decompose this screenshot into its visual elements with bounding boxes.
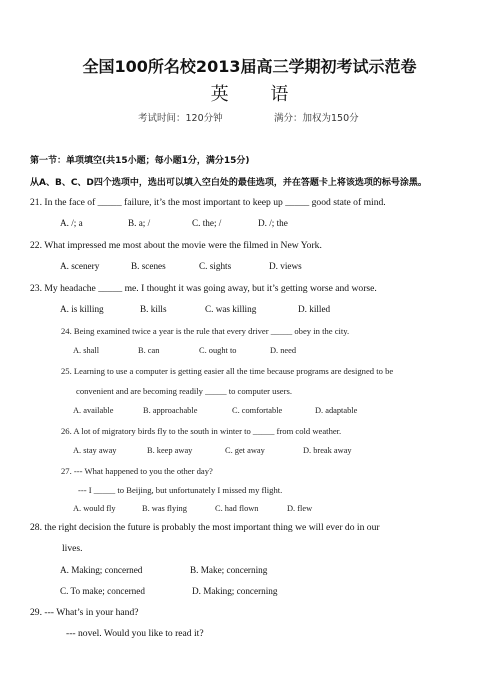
question-stem-continued: --- I _____ to Beijing, but unfortunately I missed my flight. [78, 485, 283, 495]
option-a: A. stay away [73, 446, 117, 455]
option-a: A. scenery [60, 261, 100, 271]
question-stem-continued: convenient and are becoming readily _____ to computer users. [76, 386, 292, 396]
option-a: A. would fly [73, 504, 116, 513]
option-a: A. shall [73, 346, 100, 355]
option-a: A. is killing [60, 304, 104, 314]
exam-score: 满分：加权为150分 [274, 113, 359, 124]
question-stem: 23. My headache _____ me. I thought it was going away, but it’s getting worse and worse. [30, 283, 377, 294]
option-c: C. comfortable [232, 406, 283, 415]
option-b: B. keep away [147, 446, 193, 455]
question-stem-continued: lives. [62, 543, 83, 554]
option-d: D. Making; concerning [192, 586, 278, 596]
section-heading: 第一节：单项填空(共15小题；每小题1分，满分15分) [30, 156, 250, 166]
question-stem: 25. Learning to use a computer is getting easier all the time because programs are designed to be [61, 366, 394, 376]
option-b: B. a; / [128, 218, 151, 228]
subject-title [0, 80, 499, 106]
question-stem: 26. A lot of migratory birds fly to the south in winter to _____ from cold weather. [61, 426, 342, 436]
exam-time: 考试时间：120分钟 [138, 113, 223, 124]
option-c: C. ought to [199, 346, 237, 355]
option-d: D. flew [287, 504, 313, 513]
option-c: C. get away [225, 446, 265, 455]
question-stem: 28. the right decision the future is probably the most important thing we will ever do in our [30, 522, 380, 533]
option-c: C. was killing [205, 304, 257, 314]
option-b: B. kills [140, 304, 167, 314]
question-stem: 29. --- What’s in your hand? [30, 607, 139, 618]
option-a: A. Making; concerned [60, 565, 143, 575]
question-stem-continued: --- novel. Would you like to read it? [66, 628, 204, 639]
question-stem: 22. What impressed me most about the movie were the filmed in New York. [30, 240, 322, 251]
option-a: A. available [73, 406, 114, 415]
question-stem: 21. In the face of _____ failure, it’s the most important to keep up _____ good state of mind. [30, 197, 386, 208]
exam-title: 全国100所名校2013届高三学期初考试示范卷 [82, 57, 417, 76]
subject-char-2: 语 [270, 84, 289, 105]
option-c: C. had flown [215, 504, 259, 513]
option-b: B. Make; concerning [190, 565, 268, 575]
question-stem: 24. Being examined twice a year is the rule that every driver _____ obey in the city. [61, 326, 350, 336]
option-d: D. /; the [258, 218, 288, 228]
question-stem: 27. --- What happened to you the other day? [61, 466, 213, 476]
option-a: A. /; a [60, 218, 83, 228]
subject-char-1: 英 [210, 84, 229, 105]
option-b: B. can [138, 346, 160, 355]
option-d: D. views [269, 261, 302, 271]
option-b: B. was flying [142, 504, 187, 513]
option-c: C. sights [199, 261, 232, 271]
option-b: B. approachable [143, 406, 198, 415]
option-d: D. adaptable [315, 406, 358, 415]
option-c: C. the; / [192, 218, 222, 228]
option-d: D. need [270, 346, 297, 355]
option-d: D. break away [303, 446, 352, 455]
section-instruction: 从A、B、C、D四个选项中，选出可以填入空白处的最佳选项，并在答题卡上将该选项的标号涂黑。 [30, 178, 427, 188]
option-b: B. scenes [131, 261, 166, 271]
option-c: C. To make; concerned [60, 586, 145, 596]
option-d: D. killed [298, 304, 331, 314]
